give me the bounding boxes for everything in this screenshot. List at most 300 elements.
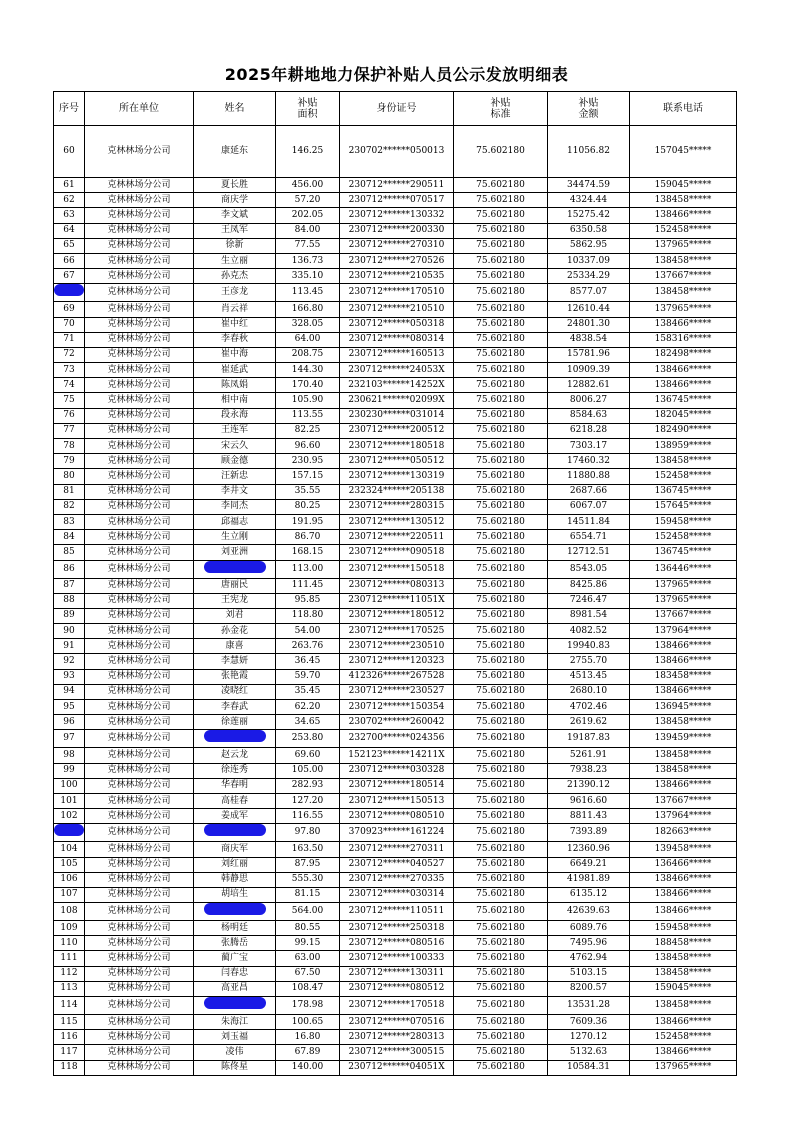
cell-name: 高亚昌 [194, 981, 276, 996]
cell-area: 95.85 [276, 593, 340, 608]
cell-unit: 克林林场分公司 [85, 1030, 194, 1045]
table-row [54, 1045, 737, 1060]
cell-unit: 克林林场分公司 [85, 997, 194, 1015]
cell-phone: 138466***** [630, 872, 737, 887]
cell-name: 陈凤娟 [194, 378, 276, 393]
cell-name: 徐新 [194, 238, 276, 253]
cell-seq: 78 [54, 439, 85, 454]
cell-area: 335.10 [276, 269, 340, 284]
cell-unit: 克林林场分公司 [85, 469, 194, 484]
cell-seq: 89 [54, 608, 85, 623]
table-row [54, 593, 737, 608]
cell-name: 刘红丽 [194, 857, 276, 872]
cell-seq: 96 [54, 715, 85, 730]
cell-seq: 93 [54, 669, 85, 684]
cell-amount: 1270.12 [548, 1030, 630, 1045]
cell-std: 75.602180 [454, 700, 548, 715]
cell-phone: 152458***** [630, 223, 737, 238]
cell-phone: 157045***** [630, 126, 737, 178]
cell-seq: 109 [54, 921, 85, 936]
cell-name: 李春武 [194, 700, 276, 715]
cell-unit: 克林林场分公司 [85, 593, 194, 608]
cell-unit: 克林林场分公司 [85, 1060, 194, 1075]
cell-unit: 克林林场分公司 [85, 499, 194, 514]
table-row [54, 193, 737, 208]
cell-id: 230712******270335 [340, 872, 454, 887]
cell-amount: 6135.12 [548, 887, 630, 902]
cell-unit: 克林林场分公司 [85, 530, 194, 545]
cell-id: 230712******180518 [340, 439, 454, 454]
cell-std: 75.602180 [454, 193, 548, 208]
table-row [54, 1060, 737, 1075]
table-row [54, 903, 737, 921]
cell-area: 202.05 [276, 208, 340, 223]
cell-phone: 138466***** [630, 684, 737, 699]
cell-std: 75.602180 [454, 514, 548, 529]
cell-amount: 7609.36 [548, 1015, 630, 1030]
cell-name: 孙金花 [194, 624, 276, 639]
header-area: 补贴 面积 [276, 92, 340, 126]
cell-unit: 克林林场分公司 [85, 857, 194, 872]
cell-amount: 10909.39 [548, 363, 630, 378]
cell-seq: 118 [54, 1060, 85, 1075]
cell-unit: 克林林场分公司 [85, 715, 194, 730]
cell-id: 230712******11051X [340, 593, 454, 608]
cell-std: 75.602180 [454, 748, 548, 763]
cell-name: 商庆军 [194, 842, 276, 857]
cell-area: 35.45 [276, 684, 340, 699]
cell-phone: 136446***** [630, 560, 737, 578]
cell-area: 96.60 [276, 439, 340, 454]
cell-id: 230712******080313 [340, 578, 454, 593]
cell-unit: 克林林场分公司 [85, 951, 194, 966]
table-header-row [54, 92, 737, 126]
cell-name: 韩静思 [194, 872, 276, 887]
cell-amount: 4513.45 [548, 669, 630, 684]
table-row [54, 921, 737, 936]
cell-amount: 4324.44 [548, 193, 630, 208]
cell-amount: 8200.57 [548, 981, 630, 996]
cell-std: 75.602180 [454, 778, 548, 793]
cell-name: 商庆学 [194, 193, 276, 208]
table-row [54, 126, 737, 178]
cell-std: 75.602180 [454, 393, 548, 408]
cell-id: 412326******267528 [340, 669, 454, 684]
header-id: 身份证号 [340, 92, 454, 126]
cell-std: 75.602180 [454, 966, 548, 981]
cell-unit: 克林林场分公司 [85, 639, 194, 654]
cell-phone: 138466***** [630, 363, 737, 378]
cell-unit: 克林林场分公司 [85, 887, 194, 902]
subsidy-table [53, 91, 737, 1076]
cell-area: 168.15 [276, 545, 340, 560]
cell-unit: 克林林场分公司 [85, 317, 194, 332]
table-row [54, 951, 737, 966]
cell-std: 75.602180 [454, 223, 548, 238]
cell-name: 李文斌 [194, 208, 276, 223]
table-row [54, 669, 737, 684]
cell-id: 230712******180512 [340, 608, 454, 623]
table-row [54, 530, 737, 545]
cell-phone: 138466***** [630, 778, 737, 793]
cell-id: 230712******080512 [340, 981, 454, 996]
cell-area: 108.47 [276, 981, 340, 996]
cell-name: 肖云祥 [194, 302, 276, 317]
table-row [54, 332, 737, 347]
cell-area: 127.20 [276, 793, 340, 808]
cell-amount: 12360.96 [548, 842, 630, 857]
cell-name: 陈佟星 [194, 1060, 276, 1075]
table-row [54, 793, 737, 808]
cell-amount: 7393.89 [548, 824, 630, 842]
cell-std: 75.602180 [454, 1060, 548, 1075]
cell-name [194, 730, 276, 748]
cell-id: 232103******14252X [340, 378, 454, 393]
cell-seq: 76 [54, 408, 85, 423]
cell-area: 36.45 [276, 654, 340, 669]
cell-area: 140.00 [276, 1060, 340, 1075]
cell-std: 75.602180 [454, 921, 548, 936]
table-row [54, 545, 737, 560]
cell-phone: 152458***** [630, 530, 737, 545]
cell-area: 230.95 [276, 454, 340, 469]
cell-id: 230712******270310 [340, 238, 454, 253]
cell-std: 75.602180 [454, 824, 548, 842]
cell-name: 崔中红 [194, 317, 276, 332]
cell-seq: 88 [54, 593, 85, 608]
cell-amount: 8577.07 [548, 284, 630, 302]
cell-amount: 8811.43 [548, 809, 630, 824]
cell-seq: 64 [54, 223, 85, 238]
cell-phone: 138458***** [630, 193, 737, 208]
cell-unit: 克林林场分公司 [85, 439, 194, 454]
cell-id: 230712******040527 [340, 857, 454, 872]
cell-std: 75.602180 [454, 763, 548, 778]
cell-unit: 克林林场分公司 [85, 936, 194, 951]
cell-area: 57.20 [276, 193, 340, 208]
cell-seq: 95 [54, 700, 85, 715]
cell-std: 75.602180 [454, 730, 548, 748]
cell-unit: 克林林场分公司 [85, 748, 194, 763]
table-row [54, 208, 737, 223]
table-row [54, 763, 737, 778]
cell-amount: 42639.63 [548, 903, 630, 921]
header-phone: 联系电话 [630, 92, 737, 126]
cell-id: 230712******170510 [340, 284, 454, 302]
cell-amount: 24801.30 [548, 317, 630, 332]
cell-id: 230712******030328 [340, 763, 454, 778]
cell-id: 230712******220511 [340, 530, 454, 545]
cell-area: 456.00 [276, 178, 340, 193]
cell-seq: 102 [54, 809, 85, 824]
cell-phone: 138466***** [630, 378, 737, 393]
cell-name: 胡培生 [194, 887, 276, 902]
cell-unit: 克林林场分公司 [85, 484, 194, 499]
table-row [54, 178, 737, 193]
cell-name: 姜成军 [194, 809, 276, 824]
cell-name: 宋云久 [194, 439, 276, 454]
cell-area: 144.30 [276, 363, 340, 378]
cell-id: 230230******031014 [340, 408, 454, 423]
table-row [54, 423, 737, 438]
cell-name [194, 997, 276, 1015]
cell-phone: 137965***** [630, 302, 737, 317]
cell-std: 75.602180 [454, 560, 548, 578]
cell-area: 253.80 [276, 730, 340, 748]
cell-name: 徐连秀 [194, 763, 276, 778]
cell-seq: 82 [54, 499, 85, 514]
cell-seq: 86 [54, 560, 85, 578]
cell-seq: 80 [54, 469, 85, 484]
cell-phone: 136745***** [630, 545, 737, 560]
cell-area: 59.70 [276, 669, 340, 684]
cell-name: 闫春忠 [194, 966, 276, 981]
table-row [54, 639, 737, 654]
cell-std: 75.602180 [454, 857, 548, 872]
cell-name: 凌晓红 [194, 684, 276, 699]
cell-name: 李同杰 [194, 499, 276, 514]
cell-phone: 159045***** [630, 981, 737, 996]
cell-phone: 159458***** [630, 514, 737, 529]
cell-phone: 182490***** [630, 423, 737, 438]
cell-std: 75.602180 [454, 608, 548, 623]
cell-phone: 182045***** [630, 408, 737, 423]
cell-area: 62.20 [276, 700, 340, 715]
cell-id: 230712******200512 [340, 423, 454, 438]
table-row [54, 363, 737, 378]
cell-area: 67.89 [276, 1045, 340, 1060]
cell-id: 230712******210510 [340, 302, 454, 317]
cell-unit: 克林林场分公司 [85, 545, 194, 560]
cell-std: 75.602180 [454, 593, 548, 608]
table-row [54, 284, 737, 302]
cell-phone: 138959***** [630, 439, 737, 454]
cell-seq: 85 [54, 545, 85, 560]
cell-unit: 克林林场分公司 [85, 560, 194, 578]
cell-id: 230712******230510 [340, 639, 454, 654]
cell-phone: 137667***** [630, 793, 737, 808]
cell-amount: 5103.15 [548, 966, 630, 981]
cell-id: 230712******130311 [340, 966, 454, 981]
cell-amount: 2687.66 [548, 484, 630, 499]
cell-phone: 152458***** [630, 469, 737, 484]
cell-id: 230712******120323 [340, 654, 454, 669]
cell-seq: 70 [54, 317, 85, 332]
cell-area: 178.98 [276, 997, 340, 1015]
cell-area: 113.55 [276, 408, 340, 423]
cell-amount: 4762.94 [548, 951, 630, 966]
cell-area: 35.55 [276, 484, 340, 499]
cell-amount: 6649.21 [548, 857, 630, 872]
cell-std: 75.602180 [454, 378, 548, 393]
cell-phone: 138466***** [630, 903, 737, 921]
cell-id: 230712******180514 [340, 778, 454, 793]
cell-area: 564.00 [276, 903, 340, 921]
cell-id: 230712******070517 [340, 193, 454, 208]
cell-std: 75.602180 [454, 253, 548, 268]
cell-phone: 137965***** [630, 1060, 737, 1075]
cell-area: 84.00 [276, 223, 340, 238]
cell-id: 230712******170518 [340, 997, 454, 1015]
cell-phone: 138458***** [630, 951, 737, 966]
cell-amount: 10337.09 [548, 253, 630, 268]
cell-id: 152123******14211X [340, 748, 454, 763]
cell-name: 李井文 [194, 484, 276, 499]
cell-area: 163.50 [276, 842, 340, 857]
cell-unit: 克林林场分公司 [85, 763, 194, 778]
cell-phone: 137965***** [630, 578, 737, 593]
cell-name: 凌伟 [194, 1045, 276, 1060]
cell-seq: 112 [54, 966, 85, 981]
cell-id: 230712******150513 [340, 793, 454, 808]
cell-unit: 克林林场分公司 [85, 578, 194, 593]
cell-amount: 7495.96 [548, 936, 630, 951]
cell-area: 170.40 [276, 378, 340, 393]
cell-area: 282.93 [276, 778, 340, 793]
table-row [54, 253, 737, 268]
cell-name: 华春明 [194, 778, 276, 793]
cell-amount: 11880.88 [548, 469, 630, 484]
cell-id: 230712******160513 [340, 347, 454, 362]
cell-amount: 4838.54 [548, 332, 630, 347]
cell-phone: 138458***** [630, 454, 737, 469]
cell-id: 230712******300515 [340, 1045, 454, 1060]
cell-std: 75.602180 [454, 1015, 548, 1030]
redaction-mark [54, 824, 84, 836]
cell-id: 230712******200330 [340, 223, 454, 238]
cell-phone: 137965***** [630, 593, 737, 608]
cell-amount: 8981.54 [548, 608, 630, 623]
cell-std: 75.602180 [454, 842, 548, 857]
cell-seq: 74 [54, 378, 85, 393]
cell-name: 王彦龙 [194, 284, 276, 302]
table-row [54, 378, 737, 393]
table-row [54, 748, 737, 763]
cell-area: 87.95 [276, 857, 340, 872]
cell-id: 230712******270526 [340, 253, 454, 268]
cell-phone: 138458***** [630, 966, 737, 981]
table-row [54, 439, 737, 454]
table-row [54, 730, 737, 748]
cell-unit: 克林林场分公司 [85, 669, 194, 684]
table-row [54, 269, 737, 284]
cell-std: 75.602180 [454, 332, 548, 347]
cell-name: 张艳霞 [194, 669, 276, 684]
cell-unit: 克林林场分公司 [85, 423, 194, 438]
cell-amount: 7303.17 [548, 439, 630, 454]
cell-seq: 81 [54, 484, 85, 499]
cell-std: 75.602180 [454, 469, 548, 484]
table-row [54, 857, 737, 872]
cell-unit: 克林林场分公司 [85, 302, 194, 317]
cell-seq: 104 [54, 842, 85, 857]
cell-amount: 25334.29 [548, 269, 630, 284]
cell-phone: 138466***** [630, 317, 737, 332]
cell-unit: 克林林场分公司 [85, 793, 194, 808]
cell-id: 232700******024356 [340, 730, 454, 748]
cell-id: 230712******04051X [340, 1060, 454, 1075]
cell-unit: 克林林场分公司 [85, 824, 194, 842]
cell-amount: 8584.63 [548, 408, 630, 423]
table-row [54, 393, 737, 408]
cell-id: 230712******090518 [340, 545, 454, 560]
cell-id: 230712******290511 [340, 178, 454, 193]
cell-seq: 115 [54, 1015, 85, 1030]
cell-phone: 137965***** [630, 238, 737, 253]
cell-seq: 69 [54, 302, 85, 317]
cell-area: 69.60 [276, 748, 340, 763]
cell-area: 80.25 [276, 499, 340, 514]
table-row [54, 454, 737, 469]
cell-name: 崔延武 [194, 363, 276, 378]
table-row [54, 408, 737, 423]
cell-seq: 61 [54, 178, 85, 193]
cell-id: 230712******130319 [340, 469, 454, 484]
cell-name: 刘亚洲 [194, 545, 276, 560]
table-row [54, 842, 737, 857]
cell-id: 230712******050512 [340, 454, 454, 469]
cell-seq: 60 [54, 126, 85, 178]
table-row [54, 1030, 737, 1045]
redaction-mark [54, 284, 84, 296]
cell-seq: 110 [54, 936, 85, 951]
cell-seq: 83 [54, 514, 85, 529]
cell-seq [54, 284, 85, 302]
cell-seq: 99 [54, 763, 85, 778]
cell-name: 相中南 [194, 393, 276, 408]
cell-phone: 136945***** [630, 700, 737, 715]
cell-area: 113.00 [276, 560, 340, 578]
cell-phone: 137667***** [630, 269, 737, 284]
cell-phone: 138466***** [630, 887, 737, 902]
cell-area: 555.30 [276, 872, 340, 887]
cell-name: 王凤军 [194, 223, 276, 238]
table-row [54, 809, 737, 824]
redaction-mark [204, 903, 266, 915]
cell-std: 75.602180 [454, 363, 548, 378]
cell-id: 230712******080314 [340, 332, 454, 347]
cell-std: 75.602180 [454, 997, 548, 1015]
cell-id: 230712******100333 [340, 951, 454, 966]
cell-seq: 90 [54, 624, 85, 639]
table-row [54, 608, 737, 623]
table-row [54, 514, 737, 529]
cell-seq: 108 [54, 903, 85, 921]
cell-id: 230712******170525 [340, 624, 454, 639]
cell-name: 汪新忠 [194, 469, 276, 484]
cell-unit: 克林林场分公司 [85, 193, 194, 208]
cell-id: 230712******280313 [340, 1030, 454, 1045]
cell-id: 230712******030314 [340, 887, 454, 902]
cell-area: 105.90 [276, 393, 340, 408]
cell-name: 崔中海 [194, 347, 276, 362]
cell-name: 段永海 [194, 408, 276, 423]
cell-area: 64.00 [276, 332, 340, 347]
cell-phone: 139458***** [630, 842, 737, 857]
table-row [54, 684, 737, 699]
cell-unit: 克林林场分公司 [85, 514, 194, 529]
cell-std: 75.602180 [454, 715, 548, 730]
header-amount: 补贴 金额 [548, 92, 630, 126]
cell-amount: 12882.61 [548, 378, 630, 393]
cell-name: 康延东 [194, 126, 276, 178]
table-row [54, 887, 737, 902]
document-title: 2025年耕地地力保护补贴人员公示发放明细表 [224, 65, 569, 84]
cell-area: 63.00 [276, 951, 340, 966]
cell-area: 136.73 [276, 253, 340, 268]
cell-area: 80.55 [276, 921, 340, 936]
cell-seq: 92 [54, 654, 85, 669]
